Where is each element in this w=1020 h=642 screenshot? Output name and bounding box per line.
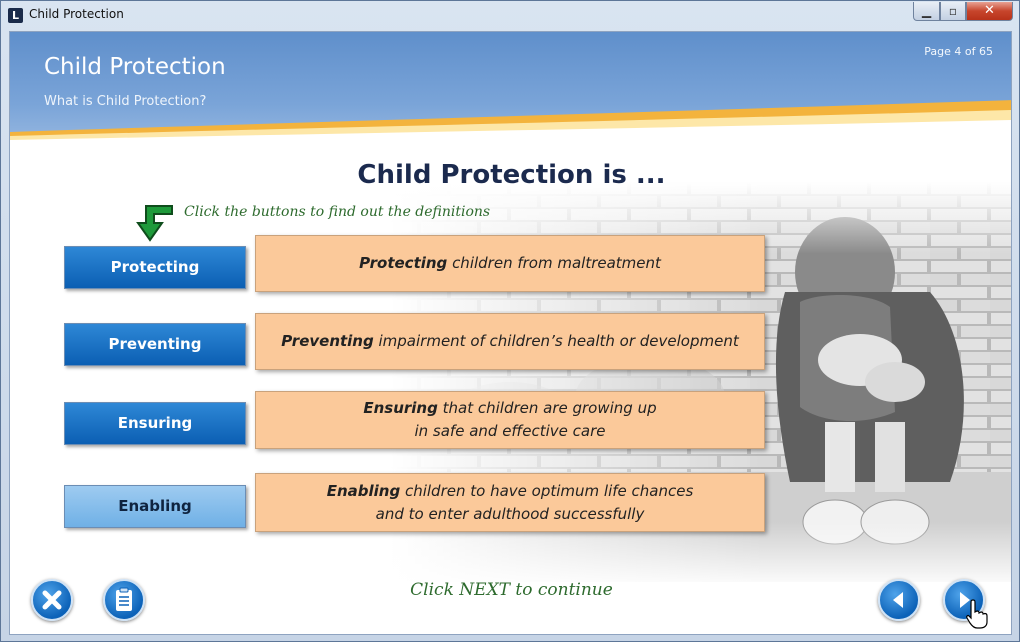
ensuring-definition	[255, 391, 765, 449]
definition-line	[256, 330, 764, 353]
enabling-definition	[255, 473, 765, 532]
maximize-button[interactable]	[940, 2, 966, 21]
minimize-button[interactable]	[913, 2, 940, 21]
exit-button[interactable]	[31, 579, 73, 621]
page-indicator: Page 4 of 65	[924, 45, 993, 58]
course-content	[9, 31, 1012, 635]
down-arrow-icon	[130, 203, 176, 243]
continue-prompt: Click NEXT to continue	[410, 580, 613, 600]
close-icon: ✕	[984, 3, 995, 18]
window-title: Child Protection	[29, 7, 124, 21]
definition-term: Enabling	[326, 481, 401, 500]
definition-line	[256, 397, 764, 420]
enabling-button[interactable]: Enabling	[64, 485, 246, 528]
notes-button[interactable]	[103, 579, 145, 621]
slide-heading: Child Protection is ...	[357, 160, 666, 190]
definition-term: Ensuring	[363, 399, 438, 417]
back-button[interactable]	[878, 579, 920, 621]
hand-pointer-icon	[966, 598, 990, 630]
page-subtitle: What is Child Protection?	[44, 94, 207, 109]
back-arrow-icon	[880, 581, 918, 619]
preventing-definition	[255, 313, 765, 370]
instruction-text: Click the buttons to find out the definitions	[184, 204, 491, 220]
ensuring-button[interactable]: Ensuring	[64, 402, 246, 445]
definition-term: Preventing	[281, 332, 374, 350]
close-x-icon	[33, 581, 71, 619]
definition-text: that children are growing up	[437, 399, 657, 417]
definition-text: children to have optimum life chances	[400, 481, 694, 500]
app-logo-icon: L	[8, 8, 23, 23]
course-header	[10, 32, 1012, 152]
definition-line	[256, 480, 764, 503]
definition-text: impairment of children’s health or development	[373, 332, 739, 350]
window-close-button[interactable]	[966, 2, 1013, 21]
definition-line-2: in safe and effective care	[414, 422, 606, 440]
clipboard-icon	[105, 581, 143, 619]
definition-line	[256, 252, 764, 275]
minimize-icon: ▁	[921, 4, 932, 18]
title-bar[interactable]	[1, 1, 1019, 29]
protecting-button[interactable]: Protecting	[64, 246, 246, 289]
definition-term: Protecting	[359, 254, 448, 272]
preventing-button[interactable]: Preventing	[64, 323, 246, 366]
course-title: Child Protection	[44, 54, 226, 80]
maximize-icon: ▫	[948, 4, 958, 18]
definition-line-2: and to enter adulthood successfully	[375, 504, 645, 523]
definition-text: children from maltreatment	[447, 254, 661, 272]
protecting-definition	[255, 235, 765, 292]
